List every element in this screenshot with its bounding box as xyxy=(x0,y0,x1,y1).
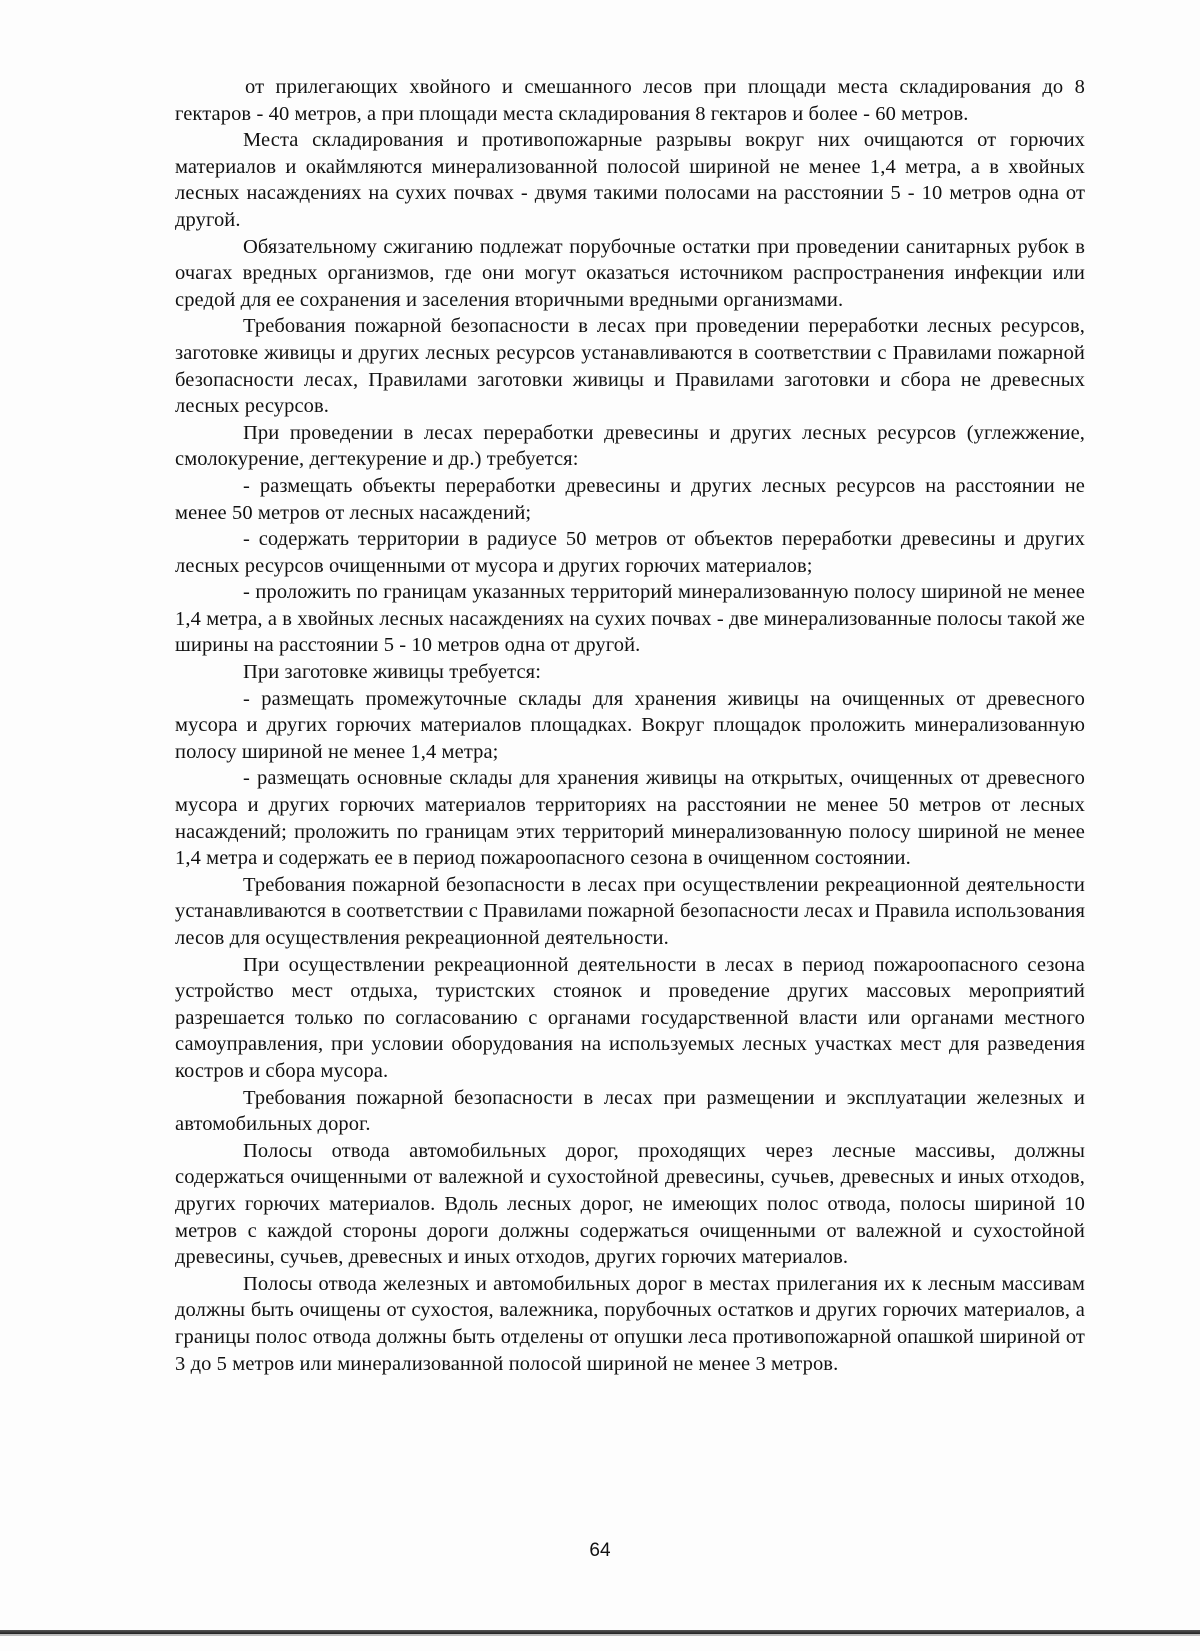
paragraph: Требования пожарной безопасности в лесах при размещении и эксплуатации железных и автомобильных дорог. xyxy=(175,1086,1085,1136)
paragraph: Требования пожарной безопасности в лесах при проведении переработки лесных ресурсов, заготовке живицы и других лесных ресурсов устанавливаются в соответствии с Правилами пожарной безопасности лесах, Правилами заготовки живицы и Правилами заготовки и сбора не древесных лесных ресурсов. xyxy=(175,315,1085,418)
paragraph: Требования пожарной безопасности в лесах при осуществлении рекреационной деятельности устанавливаются в соответствии с Правилами пожарной безопасности лесах и Правила использования лесов для осуществления рекреационной деятельности. xyxy=(175,873,1085,949)
paragraph: Места складирования и противопожарные разрывы вокруг них очищаются от горючих материалов и окаймляются минерализованной полосой шириной не менее 1,4 метра, а в хвойных лесных насаждениях на сухих почвах - двумя такими полосами на расстоянии 5 - 10 метров одна от другой. xyxy=(175,129,1085,231)
paragraph: При проведении в лесах переработки древесины и других лесных ресурсов (углежжение, смолокурение, дегтекурение и др.) требуется: xyxy=(175,421,1085,471)
paragraph: При заготовке живицы требуется: xyxy=(243,661,541,684)
list-item: - размещать объекты переработки древесины и других лесных ресурсов на расстоянии не менее 50 метров от лесных насаждений; xyxy=(175,474,1085,524)
list-item: - размещать основные склады для хранения живицы на открытых, очищенных от древесного мусора и других горючих материалов территориях на расстоянии не менее 50 метров от лесных насаждений; проложить по границам этих территорий минерализованную полосу шириной не менее 1,4 метра и содержать ее в период пожароопасного сезона в очищенном состоянии. xyxy=(175,767,1085,870)
list-item: - проложить по границам указанных территорий минерализованную полосу шириной не менее 1,4 метра, а в хвойных лесных насаждениях на сухих почвах - две минерализованные полосы такой же ширины на расстоянии 5 - 10 метров одна от другой. xyxy=(175,581,1085,657)
paragraph-continuation: от прилегающих хвойного и смешанного лесов при площади места складирования до 8 гектаров - 40 метров, а при площади места складирования 8 гектаров и более - 60 метров. xyxy=(175,76,1085,125)
page-number: 64 xyxy=(589,1540,611,1561)
paragraph: При осуществлении рекреационной деятельности в лесах в период пожароопасного сезона устройство мест отдыха, туристских стоянок и проведение других массовых мероприятий разрешается только по согласованию с органами государственной власти или органами местного самоуправления, при условии оборудования на используемых лесных участках мест для разведения костров и сбора мусора. xyxy=(175,953,1085,1082)
list-item: - содержать территории в радиусе 50 метров от объектов переработки древесины и других лесных ресурсов очищенными от мусора и других горючих материалов; xyxy=(175,528,1085,577)
body-text xyxy=(175,74,1085,1377)
paragraph: Полосы отвода автомобильных дорог, проходящих через лесные массивы, должны содержаться очищенными от валежной и сухостойной древесины, сучьев, древесных и иных отходов, других горючих материалов. Вдоль лесных дорог, не имеющих полос отвода, полосы шириной 10 метров с каждой стороны дороги должны содержаться очищенными от валежной и сухостойной древесины, сучьев, древесных и иных отходов, других горючих материалов. xyxy=(175,1139,1085,1269)
bottom-rule-shadow xyxy=(0,1634,1200,1636)
paragraph: Обязательному сжиганию подлежат порубочные остатки при проведении санитарных рубок в очагах вредных организмов, где они могут оказаться источником распространения инфекции или средой для ее сохранения и заселения вторичными вредными организмами. xyxy=(175,235,1085,311)
paragraph: Полосы отвода железных и автомобильных дорог в местах прилегания их к лесным массивам должны быть очищены от сухостоя, валежника, порубочных остатков и других горючих материалов, а границы полос отвода должны быть отделены от опушки леса противопожарной опашкой шириной от 3 до 5 метров или минерализованной полосой шириной не менее 3 метров. xyxy=(175,1272,1085,1375)
list-item: - размещать промежуточные склады для хранения живицы на очищенных от древесного мусора и других горючих материалов площадках. Вокруг площадок проложить минерализованную полосу шириной не менее 1,4 метра; xyxy=(175,687,1085,763)
